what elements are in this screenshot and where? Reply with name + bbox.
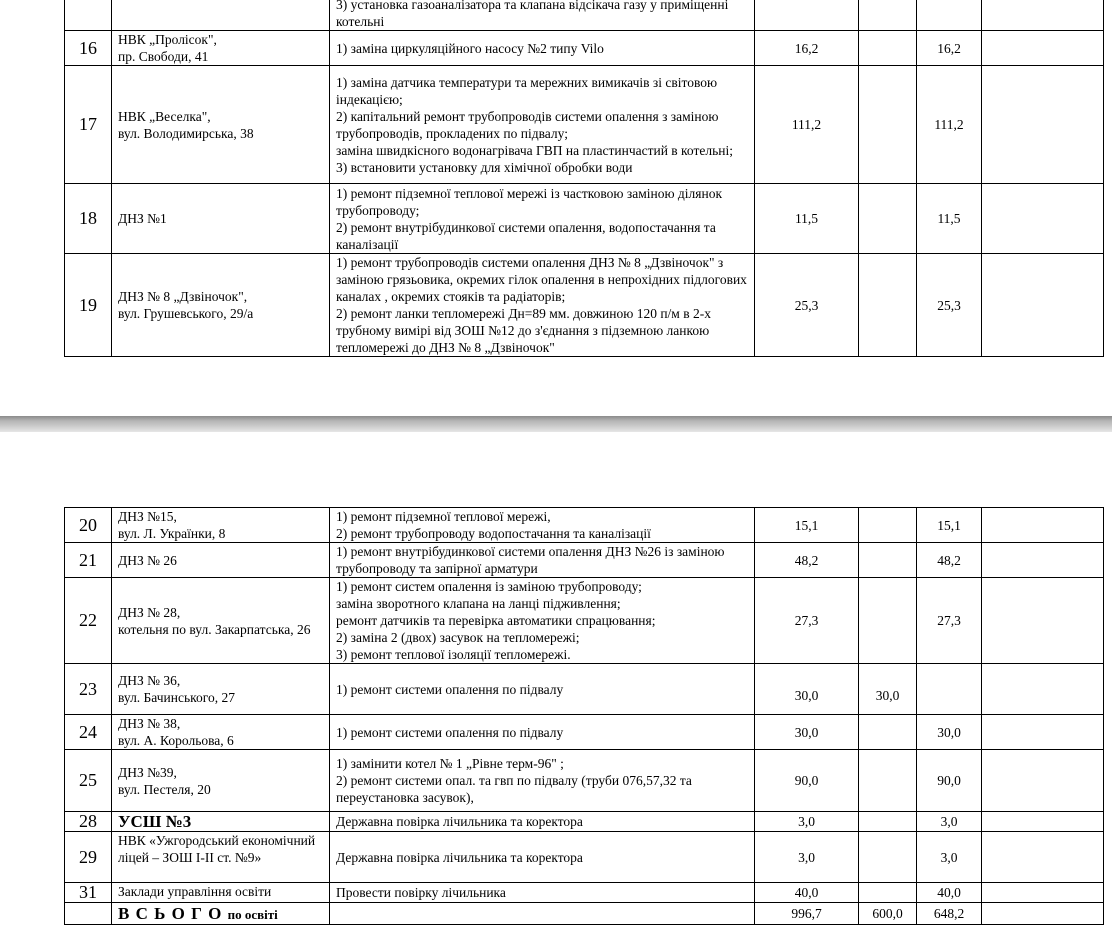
amount-value: 11,5 [917, 184, 982, 254]
work-description: Провести повірку лічильника [330, 883, 755, 903]
amount-total: 27,3 [755, 578, 859, 664]
amount-value: 16,2 [917, 31, 982, 66]
row-number: 29 [65, 832, 112, 883]
table-row [65, 715, 1104, 750]
amount-total: 11,5 [755, 184, 859, 254]
table-row [65, 750, 1104, 812]
amount-value: 15,1 [917, 508, 982, 543]
empty-cell [982, 66, 1104, 184]
empty-cell [982, 508, 1104, 543]
empty-cell [982, 903, 1104, 925]
amount-extra [859, 578, 917, 664]
table-row [65, 0, 1104, 31]
institution-name: НВК «Ужгородський економічний ліцей – ЗОШ І-ІІ ст. №9» [112, 832, 330, 883]
institution-name: ДНЗ № 36, вул. Бачинського, 27 [112, 664, 330, 715]
row-number: 24 [65, 715, 112, 750]
row-number: 23 [65, 664, 112, 715]
amount-total: 30,0 [755, 664, 859, 715]
institution-name: НВК „Веселка", вул. Володимирська, 38 [112, 66, 330, 184]
amount-value: 111,2 [917, 66, 982, 184]
amount-total: 3,0 [755, 812, 859, 832]
table-row [65, 664, 1104, 715]
amount-extra [859, 543, 917, 578]
institution-name: ДНЗ №39, вул. Пестеля, 20 [112, 750, 330, 812]
empty-cell [982, 254, 1104, 357]
amount-total: 3,0 [755, 832, 859, 883]
work-description: 1) ремонт підземної теплової мережі із частковою заміною ділянок трубопроводу; 2) ремонт внутрібудинкової системи опалення, водопостачання та каналізації [330, 184, 755, 254]
amount-value: 48,2 [917, 543, 982, 578]
work-description: 3) установка газоаналізатора та клапана відсікача газу у приміщенні котельні [330, 0, 755, 31]
empty-cell [982, 664, 1104, 715]
row-number [65, 0, 112, 31]
work-description: Державна повірка лічильника та коректора [330, 812, 755, 832]
empty-cell [982, 750, 1104, 812]
work-description: 1) ремонт системи опалення по підвалу [330, 664, 755, 715]
empty-cell [982, 715, 1104, 750]
amount-total: 16,2 [755, 31, 859, 66]
amount-value: 25,3 [917, 254, 982, 357]
work-description: 1) ремонт систем опалення із заміною трубопроводу; заміна зворотного клапана на ланці підживлення; ремонт датчиків та перевірка автоматики спрацювання; 2) заміна 2 (двох) засувок на тепломережі; 3) ремонт теплової ізоляції тепломережі. [330, 578, 755, 664]
work-description: 1) ремонт системи опалення по підвалу [330, 715, 755, 750]
amount-total: 48,2 [755, 543, 859, 578]
institution-name [112, 0, 330, 31]
table-row [65, 832, 1104, 883]
row-number: 25 [65, 750, 112, 812]
empty-cell [330, 903, 755, 925]
amount-extra [859, 66, 917, 184]
table-row [65, 184, 1104, 254]
amount-total: 111,2 [755, 66, 859, 184]
row-number: 22 [65, 578, 112, 664]
table-row [65, 66, 1104, 184]
empty-cell [982, 184, 1104, 254]
work-description: 1) заміна циркуляційного насосу №2 типу Vilo [330, 31, 755, 66]
total-label [112, 903, 330, 925]
empty-cell [982, 0, 1104, 31]
amount-extra [859, 184, 917, 254]
institution-name: Заклади управління освіти [112, 883, 330, 903]
institution-name: ДНЗ № 28, котельня по вул. Закарпатська, 26 [112, 578, 330, 664]
table-row [65, 812, 1104, 832]
works-table-bottom [64, 507, 1104, 925]
row-number: 21 [65, 543, 112, 578]
amount-value: 40,0 [917, 883, 982, 903]
institution-name: ДНЗ № 8 „Дзвіночок", вул. Грушевського, 29/а [112, 254, 330, 357]
amount-extra [859, 31, 917, 66]
empty-cell [982, 832, 1104, 883]
work-description: 1) ремонт внутрібудинкової системи опалення ДНЗ №26 із заміною трубопроводу та запірної арматури [330, 543, 755, 578]
table-row [65, 508, 1104, 543]
amount-extra [859, 812, 917, 832]
works-table-top [64, 0, 1104, 357]
empty-cell [982, 883, 1104, 903]
table-row [65, 31, 1104, 66]
total-label-suffix: по освіті [227, 906, 278, 922]
table-row [65, 578, 1104, 664]
total-label-main: В С Ь О Г О [118, 903, 223, 923]
institution-name: ДНЗ № 38, вул. А. Корольова, 6 [112, 715, 330, 750]
row-number: 17 [65, 66, 112, 184]
amount-value: 27,3 [917, 578, 982, 664]
amount-value: 3,0 [917, 832, 982, 883]
page-separator [0, 416, 1112, 432]
institution-name: НВК „Пролісок", пр. Свободи, 41 [112, 31, 330, 66]
amount-total: 15,1 [755, 508, 859, 543]
row-number: 20 [65, 508, 112, 543]
total-amount: 648,2 [917, 903, 982, 925]
amount-extra [859, 254, 917, 357]
total-row [65, 903, 1104, 925]
table-row [65, 254, 1104, 357]
table-row [65, 883, 1104, 903]
row-number: 18 [65, 184, 112, 254]
total-extra: 600,0 [859, 903, 917, 925]
amount-value: 3,0 [917, 812, 982, 832]
work-description: 1) ремонт трубопроводів системи опалення ДНЗ № 8 „Дзвіночок" з заміною грязьовика, окремих гілок опалення в непрохідних підлогових каналах , окремих стояків та радіаторів; 2) ремонт ланки тепломережі Дн=89 мм. довжиною 120 п/м в 2-х трубному вимірі від ЗОШ №12 до з'єднання з підземною ланкою тепломережі до ДНЗ № 8 „Дзвіночок" [330, 254, 755, 357]
work-description: 1) замінити котел № 1 „Рівне терм-96" ; 2) ремонт системи опал. та гвп по підвалу (труби 076,57,32 та переустановка засувок), [330, 750, 755, 812]
amount-extra [859, 508, 917, 543]
total-total: 996,7 [755, 903, 859, 925]
amount-extra [859, 832, 917, 883]
empty-cell [982, 812, 1104, 832]
amount-extra [859, 0, 917, 31]
empty-cell [982, 578, 1104, 664]
table-row [65, 543, 1104, 578]
empty-cell [982, 31, 1104, 66]
amount-extra [859, 883, 917, 903]
amount-total: 90,0 [755, 750, 859, 812]
amount-value: 90,0 [917, 750, 982, 812]
amount-total: 40,0 [755, 883, 859, 903]
amount-extra: 30,0 [859, 664, 917, 715]
empty-cell [982, 543, 1104, 578]
amount-value [917, 0, 982, 31]
amount-total [755, 0, 859, 31]
amount-extra [859, 715, 917, 750]
amount-total: 30,0 [755, 715, 859, 750]
row-number: 16 [65, 31, 112, 66]
row-number: 31 [65, 883, 112, 903]
document-page-top [0, 0, 1112, 418]
amount-value: 30,0 [917, 715, 982, 750]
institution-name: ДНЗ №1 [112, 184, 330, 254]
work-description: 1) ремонт підземної теплової мережі, 2) ремонт трубопроводу водопостачання та каналізації [330, 508, 755, 543]
empty-cell [65, 903, 112, 925]
amount-total: 25,3 [755, 254, 859, 357]
row-number: 19 [65, 254, 112, 357]
institution-name: ДНЗ № 26 [112, 543, 330, 578]
institution-name: УСШ №3 [112, 812, 330, 832]
amount-extra [859, 750, 917, 812]
institution-name: ДНЗ №15, вул. Л. Українки, 8 [112, 508, 330, 543]
work-description: Державна повірка лічильника та коректора [330, 832, 755, 883]
work-description: 1) заміна датчика температури та мережних вимикачів зі світовою індекацією; 2) капітальний ремонт трубопроводів системи опалення з заміною трубопроводів, прокладених по підвалу; заміна швидкісного водонагрівача ГВП на пластинчастий в котельні; 3) встановити установку для хімічної обробки води [330, 66, 755, 184]
amount-value [917, 664, 982, 715]
row-number: 28 [65, 812, 112, 832]
